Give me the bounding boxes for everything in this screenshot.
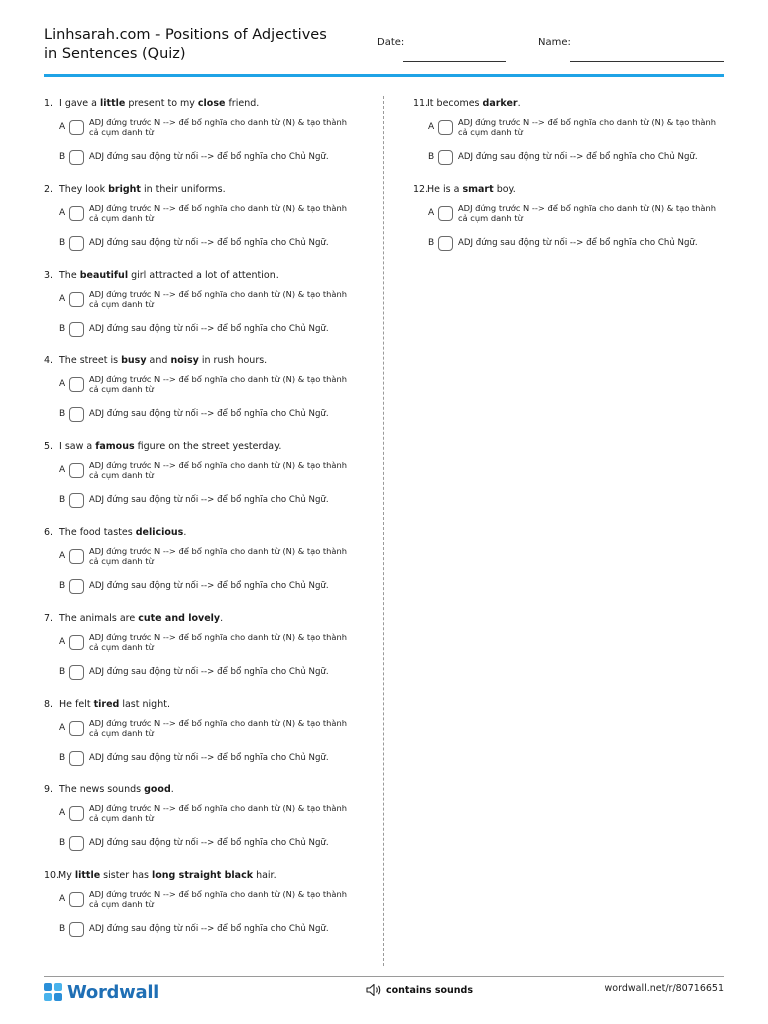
adjective-highlight: good [144, 784, 171, 796]
question-text [44, 526, 186, 540]
name-field[interactable] [570, 61, 724, 62]
option-letter: B [59, 495, 66, 506]
question-number: 8. [44, 698, 54, 710]
option-letter: B [59, 666, 66, 677]
checkbox-icon[interactable] [69, 236, 84, 251]
option-text: ADJ đứng sau động từ nối --> để bổ nghĩa cho Chủ Ngữ. [458, 152, 698, 162]
option-text: ADJ đứng sau động từ nối --> để bổ nghĩa cho Chủ Ngữ. [458, 237, 698, 248]
option-letter: A [59, 722, 66, 733]
checkbox-icon[interactable] [69, 493, 84, 508]
checkbox-icon[interactable] [69, 922, 84, 937]
adjective-highlight: close [197, 98, 226, 109]
question-text [413, 97, 521, 111]
checkbox-icon[interactable] [69, 721, 84, 736]
date-field[interactable] [403, 61, 506, 62]
option-letter: A [428, 207, 435, 218]
question-text [413, 183, 516, 197]
name-label: Name: [538, 37, 571, 48]
sentence-fragment: It becomes [427, 98, 483, 109]
sentence-fragment: The [59, 269, 80, 281]
sentence-fragment: . [170, 784, 174, 796]
option-letter: A [59, 379, 66, 390]
adjective-highlight: beautiful [79, 269, 129, 281]
question-text [44, 783, 174, 797]
option-text: ADJ đứng trước N --> để bổ nghĩa cho danh từ (N) & tạo thành cả cụm danh từ [89, 717, 348, 738]
question-text [44, 183, 226, 197]
checkbox-icon[interactable] [69, 292, 84, 307]
option-text: ADJ đứng trước N --> để bổ nghĩa cho danh từ (N) & tạo thành cả cụm danh từ [89, 117, 348, 137]
sentence-fragment: sister has [100, 870, 153, 882]
question-number: 1. [44, 98, 54, 109]
checkbox-icon[interactable] [69, 806, 84, 821]
sentence-fragment: last night. [119, 698, 170, 710]
adjective-highlight: busy [121, 355, 147, 367]
option-text: ADJ đứng sau động từ nối --> để bổ nghĩa cho Chủ Ngữ. [89, 580, 329, 591]
sentence-fragment: The food tastes [59, 526, 136, 538]
option-letter: A [59, 808, 66, 819]
checkbox-icon[interactable] [69, 407, 84, 422]
option-text: ADJ đứng trước N --> để bổ nghĩa cho danh từ (N) & tạo thành cả cụm danh từ [89, 460, 348, 481]
worksheet-header [44, 26, 724, 78]
questions-column-right [413, 96, 733, 268]
checkbox-icon[interactable] [438, 236, 453, 251]
option-text: ADJ đứng sau động từ nối --> để bổ nghĩa cho Chủ Ngữ. [89, 152, 329, 162]
question-item [413, 182, 733, 268]
checkbox-icon[interactable] [69, 635, 84, 650]
column-divider [383, 96, 384, 966]
sentence-fragment: figure on the street yesterday. [134, 441, 282, 453]
adjective-highlight: bright [108, 183, 141, 195]
option-text: ADJ đứng sau động từ nối --> để bổ nghĩa cho Chủ Ngữ. [89, 323, 329, 334]
adjective-highlight: delicious [135, 526, 184, 538]
checkbox-icon[interactable] [69, 150, 84, 165]
option-text: ADJ đứng sau động từ nối --> để bổ nghĩa cho Chủ Ngữ. [89, 752, 329, 763]
option-letter: A [59, 122, 66, 132]
option-letter: A [59, 550, 66, 561]
question-text [44, 440, 281, 454]
checkbox-icon[interactable] [69, 579, 84, 594]
question-text [44, 97, 259, 111]
option-letter: B [428, 152, 435, 162]
option-letter: B [59, 838, 66, 849]
question-item [44, 697, 364, 783]
question-number: 3. [44, 269, 54, 281]
question-item [44, 268, 364, 354]
question-number: 4. [44, 355, 54, 367]
date-label: Date: [377, 37, 405, 48]
option-text: ADJ đứng trước N --> để bổ nghĩa cho danh từ (N) & tạo thành cả cụm danh từ [89, 288, 348, 309]
checkbox-icon[interactable] [69, 751, 84, 766]
sentence-fragment: The street is [59, 355, 122, 367]
question-item [44, 182, 364, 268]
worksheet-url[interactable]: wordwall.net/r/80716651 [604, 983, 724, 994]
sentence-fragment: My [58, 870, 75, 882]
adjective-highlight: darker [482, 98, 518, 109]
option-letter: B [59, 237, 66, 248]
option-letter: A [59, 293, 66, 304]
sentence-fragment: They look [59, 183, 109, 195]
sentence-fragment: . [517, 98, 521, 109]
adjective-highlight: little [74, 870, 101, 882]
option-letter: A [59, 465, 66, 476]
question-item [44, 439, 364, 525]
sentence-fragment: He is a [427, 183, 463, 195]
question-number: 7. [44, 612, 54, 624]
checkbox-icon[interactable] [69, 463, 84, 478]
option-letter: A [59, 894, 66, 905]
adjective-highlight: cute and lovely [138, 612, 221, 624]
option-text: ADJ đứng trước N --> để bổ nghĩa cho danh từ (N) & tạo thành cả cụm danh từ [89, 374, 348, 395]
sentence-fragment: boy. [493, 183, 516, 195]
sentence-fragment: friend. [225, 98, 260, 109]
sentence-fragment: present to my [125, 98, 198, 109]
question-number: 10. [44, 870, 60, 882]
option-text: ADJ đứng sau động từ nối --> để bổ nghĩa cho Chủ Ngữ. [89, 495, 329, 506]
checkbox-icon[interactable] [69, 120, 84, 135]
question-item [44, 782, 364, 868]
question-item [44, 611, 364, 697]
sentence-fragment: . [220, 612, 224, 624]
logo-text: Wordwall [67, 981, 160, 1003]
checkbox-icon[interactable] [69, 892, 84, 907]
option-letter: B [59, 752, 66, 763]
checkbox-icon[interactable] [69, 665, 84, 680]
adjective-highlight: long straight black [152, 870, 254, 882]
question-text [44, 269, 279, 283]
adjective-highlight: tired [93, 698, 120, 710]
sentence-fragment: I saw a [59, 441, 96, 453]
sounds-notice [366, 983, 473, 997]
sentence-fragment: and [146, 355, 171, 367]
option-letter: A [59, 207, 66, 218]
header-divider [44, 74, 724, 77]
question-number: 12. [413, 183, 429, 195]
checkbox-icon[interactable] [69, 836, 84, 851]
question-item [413, 96, 733, 182]
checkbox-icon[interactable] [69, 377, 84, 392]
question-text [44, 869, 277, 883]
checkbox-icon[interactable] [69, 206, 84, 221]
option-letter: A [428, 122, 435, 132]
footer-divider [44, 976, 724, 977]
option-text: ADJ đứng trước N --> để bổ nghĩa cho danh từ (N) & tạo thành cả cụm danh từ [89, 803, 348, 824]
sounds-text: contains sounds [386, 984, 474, 996]
page-title: Linhsarah.com - Positions of Adjectives in Sentences (Quiz) [44, 27, 327, 62]
question-number: 5. [44, 441, 54, 453]
question-item [44, 525, 364, 611]
question-text [44, 354, 267, 368]
question-text [44, 698, 170, 712]
option-text: ADJ đứng sau động từ nối --> để bổ nghĩa cho Chủ Ngữ. [89, 924, 329, 935]
option-text: ADJ đứng sau động từ nối --> để bổ nghĩa cho Chủ Ngữ. [89, 666, 329, 677]
sentence-fragment: in their uniforms. [140, 183, 226, 195]
option-letter: B [59, 409, 66, 420]
sentence-fragment: . [183, 526, 187, 538]
checkbox-icon[interactable] [438, 150, 453, 165]
checkbox-icon[interactable] [438, 206, 453, 221]
wordwall-logo-icon [44, 983, 62, 1001]
sentence-fragment: in rush hours. [198, 355, 268, 367]
option-text: ADJ đứng trước N --> để bổ nghĩa cho danh từ (N) & tạo thành cả cụm danh từ [89, 631, 348, 652]
speaker-icon [366, 983, 382, 997]
questions-column-left [44, 96, 364, 954]
checkbox-icon[interactable] [69, 549, 84, 564]
option-letter: B [59, 580, 66, 591]
option-text: ADJ đứng sau động từ nối --> để bổ nghĩa cho Chủ Ngữ. [89, 838, 329, 849]
sentence-fragment: He felt [59, 698, 94, 710]
adjective-highlight: little [100, 98, 126, 109]
option-letter: B [59, 924, 66, 935]
checkbox-icon[interactable] [69, 322, 84, 337]
question-text [44, 612, 223, 626]
option-letter: A [59, 636, 66, 647]
question-number: 9. [44, 784, 54, 796]
option-letter: B [59, 152, 66, 162]
checkbox-icon[interactable] [438, 120, 453, 135]
option-letter: B [428, 237, 435, 248]
option-text: ADJ đứng trước N --> để bổ nghĩa cho danh từ (N) & tạo thành cả cụm danh từ [89, 889, 348, 910]
question-number: 2. [44, 183, 54, 195]
option-letter: B [59, 323, 66, 334]
question-item [44, 868, 364, 954]
question-item [44, 353, 364, 439]
sentence-fragment: girl attracted a lot of attention. [128, 269, 279, 281]
option-text: ADJ đứng trước N --> để bổ nghĩa cho danh từ (N) & tạo thành cả cụm danh từ [89, 545, 348, 566]
sentence-fragment: The animals are [59, 612, 139, 624]
option-text: ADJ đứng trước N --> để bổ nghĩa cho danh từ (N) & tạo thành cả cụm danh từ [458, 117, 717, 137]
question-number: 11. [413, 98, 429, 109]
sentence-fragment: hair. [253, 870, 277, 882]
sentence-fragment: The news sounds [59, 784, 145, 796]
question-item [44, 96, 364, 182]
question-number: 6. [44, 526, 54, 538]
option-text: ADJ đứng trước N --> để bổ nghĩa cho danh từ (N) & tạo thành cả cụm danh từ [89, 202, 348, 223]
adjective-highlight: smart [462, 183, 494, 195]
wordwall-logo [44, 982, 159, 1002]
adjective-highlight: famous [95, 441, 135, 453]
sentence-fragment: I gave a [59, 98, 101, 109]
option-text: ADJ đứng sau động từ nối --> để bổ nghĩa cho Chủ Ngữ. [89, 409, 329, 420]
option-text: ADJ đứng trước N --> để bổ nghĩa cho danh từ (N) & tạo thành cả cụm danh từ [458, 202, 717, 223]
option-text: ADJ đứng sau động từ nối --> để bổ nghĩa cho Chủ Ngữ. [89, 237, 329, 248]
adjective-highlight: noisy [170, 355, 199, 367]
